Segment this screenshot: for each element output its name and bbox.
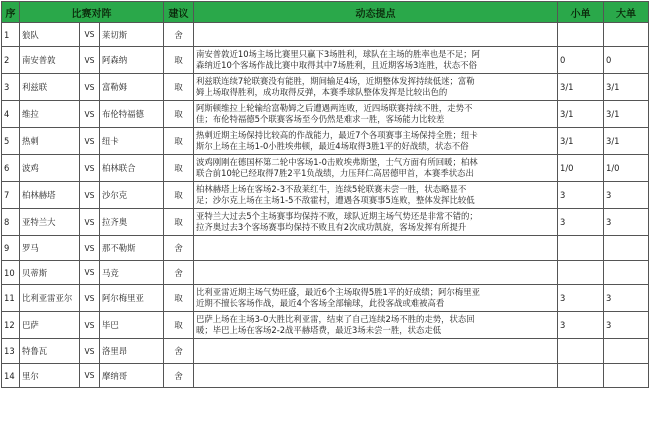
big-cell: 3 xyxy=(604,312,649,339)
big-cell: 1/0 xyxy=(604,155,649,182)
suggestion-cell: 舍 xyxy=(164,339,194,364)
suggestion-cell: 舍 xyxy=(164,261,194,285)
suggestion-cell: 取 xyxy=(164,209,194,236)
row-index: 4 xyxy=(2,101,20,128)
home-team: 柏林赫塔 xyxy=(20,182,80,209)
home-team: 热刺 xyxy=(20,128,80,155)
small-cell: 3 xyxy=(558,209,604,236)
vs-label: VS xyxy=(80,261,100,285)
row-index: 13 xyxy=(2,339,20,364)
row-index: 9 xyxy=(2,236,20,261)
suggestion-cell: 取 xyxy=(164,128,194,155)
vs-label: VS xyxy=(80,128,100,155)
notes-line: 巴萨上场在主场3-0大胜比利亚雷，结束了自己连续2场不胜的走势，状态回 xyxy=(196,313,475,324)
notes-line: 热刺近期主场保持比较高的作战能力，最近7个各项赛事主场保持全胜；纽卡 xyxy=(196,129,478,140)
big-cell xyxy=(604,339,649,364)
suggestion-cell: 取 xyxy=(164,101,194,128)
big-cell xyxy=(604,236,649,261)
row-index: 11 xyxy=(2,285,20,312)
notes-line: 佳；布伦特福德5个联赛客场至今仍然是难求一胜，客场能力比较差 xyxy=(196,114,445,124)
notes-line: 暖；毕巴上场在客场2-2战平赫塔费，最近3场未尝一胜，状态走低 xyxy=(196,325,442,335)
notes-cell xyxy=(194,261,558,285)
small-cell xyxy=(558,261,604,285)
vs-label: VS xyxy=(80,47,100,74)
small-cell: 1/0 xyxy=(558,155,604,182)
notes-line: 南安普敦近10场主场比赛里只赢下3场胜利，球队在主场的胜率也是不足；阿 xyxy=(196,48,480,59)
table-row xyxy=(2,47,649,74)
table-row xyxy=(2,209,649,236)
big-cell: 3/1 xyxy=(604,74,649,101)
away-team: 布伦特福德 xyxy=(100,101,164,128)
small-cell: 3/1 xyxy=(558,74,604,101)
table-row xyxy=(2,182,649,209)
suggestion-cell: 取 xyxy=(164,155,194,182)
home-team: 巴萨 xyxy=(20,312,80,339)
row-index: 6 xyxy=(2,155,20,182)
small-cell: 0 xyxy=(558,47,604,74)
home-team: 南安普敦 xyxy=(20,47,80,74)
row-index: 5 xyxy=(2,128,20,155)
small-cell: 3 xyxy=(558,285,604,312)
notes-cell xyxy=(194,182,558,209)
away-team: 毕巴 xyxy=(100,312,164,339)
small-cell xyxy=(558,364,604,388)
vs-label: VS xyxy=(80,101,100,128)
home-team: 里尔 xyxy=(20,364,80,388)
suggestion-cell: 舍 xyxy=(164,364,194,388)
big-cell: 3/1 xyxy=(604,101,649,128)
notes-line: 利兹联连续7轮联赛没有能胜，期间输足4场，近期整体发挥持续低迷；富勒 xyxy=(196,75,475,86)
home-team: 狼队 xyxy=(20,23,80,47)
home-team: 比利亚雷亚尔 xyxy=(20,285,80,312)
big-cell xyxy=(604,23,649,47)
vs-label: VS xyxy=(80,312,100,339)
big-cell xyxy=(604,364,649,388)
row-index: 7 xyxy=(2,182,20,209)
header-match: 比赛对阵 xyxy=(20,2,164,23)
match-table xyxy=(1,1,649,388)
notes-line: 森纳近10个客场作战比赛中取得其中7场胜利，且近期客场3连胜，状态不俗 xyxy=(196,60,477,70)
small-cell: 3/1 xyxy=(558,101,604,128)
vs-label: VS xyxy=(80,285,100,312)
suggestion-cell: 舍 xyxy=(164,23,194,47)
big-cell: 3 xyxy=(604,182,649,209)
home-team: 维拉 xyxy=(20,101,80,128)
table-row xyxy=(2,312,649,339)
away-team: 洛里昂 xyxy=(100,339,164,364)
small-cell xyxy=(558,23,604,47)
row-index: 8 xyxy=(2,209,20,236)
away-team: 莱切斯 xyxy=(100,23,164,47)
row-index: 14 xyxy=(2,364,20,388)
home-team: 贝蒂斯 xyxy=(20,261,80,285)
suggestion-cell: 舍 xyxy=(164,236,194,261)
row-index: 12 xyxy=(2,312,20,339)
vs-label: VS xyxy=(80,74,100,101)
suggestion-cell: 取 xyxy=(164,285,194,312)
header-small: 小单 xyxy=(558,2,604,23)
vs-label: VS xyxy=(80,339,100,364)
row-index: 1 xyxy=(2,23,20,47)
table-row xyxy=(2,128,649,155)
suggestion-cell: 取 xyxy=(164,182,194,209)
home-team: 利兹联 xyxy=(20,74,80,101)
notes-line: 亚特兰大过去5个主场赛事均保持不败，球队近期主场气势还是非常不错的； xyxy=(196,210,478,221)
table-row xyxy=(2,74,649,101)
notes-cell xyxy=(194,47,558,74)
away-team: 富勒姆 xyxy=(100,74,164,101)
vs-label: VS xyxy=(80,23,100,47)
away-team: 阿森纳 xyxy=(100,47,164,74)
header-notes: 动态提点 xyxy=(194,2,558,23)
notes-cell xyxy=(194,285,558,312)
row-index: 10 xyxy=(2,261,20,285)
notes-line: 斯尔上场在主场1-0小胜埃弗顿，最近4场取得3胜1平的好战绩，状态不俗 xyxy=(196,141,469,151)
row-index: 2 xyxy=(2,47,20,74)
notes-cell xyxy=(194,128,558,155)
small-cell xyxy=(558,339,604,364)
home-team: 罗马 xyxy=(20,236,80,261)
table-row xyxy=(2,339,649,364)
small-cell: 3/1 xyxy=(558,128,604,155)
away-team: 拉齐奥 xyxy=(100,209,164,236)
notes-cell xyxy=(194,312,558,339)
notes-cell xyxy=(194,209,558,236)
notes-line: 联合前10轮已经取得7胜2平1负战绩，力压拜仁高居德甲首，本赛季状态出 xyxy=(196,168,474,178)
vs-label: VS xyxy=(80,209,100,236)
row-index: 3 xyxy=(2,74,20,101)
notes-line: 足；沙尔克上场在主场1-5不敌霍村，遭遇各项赛事5连败，整体发挥比较低 xyxy=(196,195,475,205)
table-row xyxy=(2,101,649,128)
table-row xyxy=(2,155,649,182)
away-team: 柏林联合 xyxy=(100,155,164,182)
notes-cell xyxy=(194,101,558,128)
header-suggestion: 建议 xyxy=(164,2,194,23)
notes-line: 波鸡刚刚在德国杯第二轮中客场1-0击败埃弗斯堡，士气方面有所回暖；柏林 xyxy=(196,156,478,167)
notes-line: 柏林赫塔上场在客场2-3不敌莱红牛，连续5轮联赛未尝一胜，状态略显不 xyxy=(196,183,467,194)
notes-cell xyxy=(194,74,558,101)
notes-cell xyxy=(194,155,558,182)
suggestion-cell: 取 xyxy=(164,47,194,74)
table-row xyxy=(2,236,649,261)
away-team: 马竞 xyxy=(100,261,164,285)
table-row xyxy=(2,23,649,47)
away-team: 阿尔梅里亚 xyxy=(100,285,164,312)
header-idx: 序 xyxy=(2,2,20,23)
home-team: 特鲁瓦 xyxy=(20,339,80,364)
notes-line: 拉齐奥过去3个客场赛事均保持不败且有2次成功凯旋，客场发挥有所提升 xyxy=(196,222,467,232)
small-cell xyxy=(558,236,604,261)
away-team: 那不勒斯 xyxy=(100,236,164,261)
small-cell: 3 xyxy=(558,312,604,339)
notes-cell xyxy=(194,23,558,47)
vs-label: VS xyxy=(80,155,100,182)
home-team: 亚特兰大 xyxy=(20,209,80,236)
big-cell: 3 xyxy=(604,285,649,312)
away-team: 摩纳哥 xyxy=(100,364,164,388)
notes-line: 阿斯顿维拉上轮输给富勒姆之后遭遇两连败，近四场联赛持续不胜，走势不 xyxy=(196,102,473,113)
notes-line: 近期不擅长客场作战，最近4个客场全部输球，此役客战或难被高看 xyxy=(196,298,445,308)
notes-cell xyxy=(194,339,558,364)
header-row xyxy=(2,2,649,23)
notes-line: 比利亚雷近期主场气势旺盛，最近6个主场取得5胜1平的好成绩；阿尔梅里亚 xyxy=(196,286,480,297)
table-row xyxy=(2,261,649,285)
small-cell: 3 xyxy=(558,182,604,209)
big-cell: 3/1 xyxy=(604,128,649,155)
home-team: 波鸡 xyxy=(20,155,80,182)
vs-label: VS xyxy=(80,182,100,209)
vs-label: VS xyxy=(80,364,100,388)
suggestion-cell: 取 xyxy=(164,312,194,339)
away-team: 沙尔克 xyxy=(100,182,164,209)
header-big: 大单 xyxy=(604,2,649,23)
big-cell xyxy=(604,261,649,285)
notes-cell xyxy=(194,236,558,261)
vs-label: VS xyxy=(80,236,100,261)
table-row xyxy=(2,285,649,312)
table-row xyxy=(2,364,649,388)
big-cell: 0 xyxy=(604,47,649,74)
notes-line: 姆上场取得胜利，成功取得反弹，本赛季球队整体发挥是比较出色的 xyxy=(196,87,448,97)
away-team: 纽卡 xyxy=(100,128,164,155)
big-cell: 3 xyxy=(604,209,649,236)
notes-cell xyxy=(194,364,558,388)
suggestion-cell: 取 xyxy=(164,74,194,101)
